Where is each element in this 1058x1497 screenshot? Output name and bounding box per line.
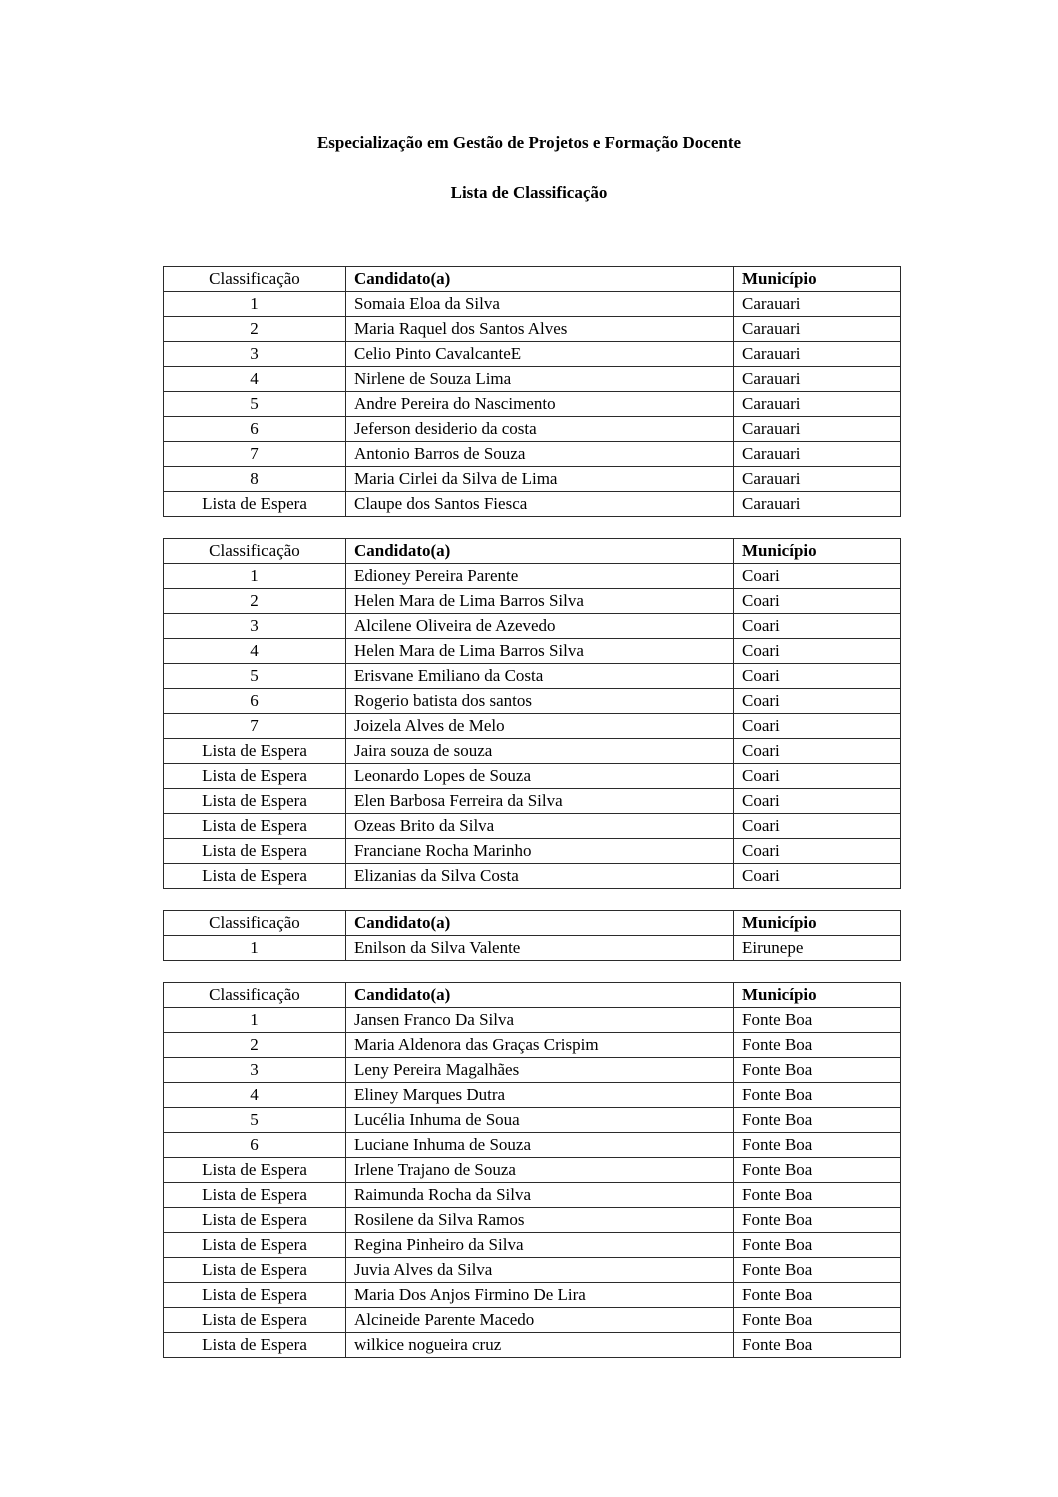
cell-municipio: Coari [734, 714, 901, 739]
cell-municipio: Carauari [734, 367, 901, 392]
cell-municipio: Fonte Boa [734, 1008, 901, 1033]
cell-candidato: Nirlene de Souza Lima [346, 367, 734, 392]
table-row [164, 1158, 901, 1183]
table-row [164, 1208, 901, 1233]
cell-candidato: Maria Dos Anjos Firmino De Lira [346, 1283, 734, 1308]
column-header-municipio: Município [734, 983, 901, 1008]
cell-candidato: Lucélia Inhuma de Soua [346, 1108, 734, 1133]
cell-municipio: Fonte Boa [734, 1183, 901, 1208]
cell-classificacao: 1 [164, 292, 346, 317]
document-subtitle: Lista de Classificação [450, 183, 608, 202]
cell-candidato: Elizanias da Silva Costa [346, 864, 734, 889]
cell-candidato: Maria Cirlei da Silva de Lima [346, 467, 734, 492]
cell-municipio: Fonte Boa [734, 1108, 901, 1133]
cell-candidato: Eliney Marques Dutra [346, 1083, 734, 1108]
table-row [164, 1233, 901, 1258]
table-row [164, 492, 901, 517]
table-row [164, 664, 901, 689]
cell-candidato: Elen Barbosa Ferreira da Silva [346, 789, 734, 814]
cell-municipio: Fonte Boa [734, 1033, 901, 1058]
cell-candidato: Juvia Alves da Silva [346, 1258, 734, 1283]
cell-classificacao: Lista de Espera [164, 492, 346, 517]
cell-classificacao: 2 [164, 1033, 346, 1058]
table-row [164, 589, 901, 614]
cell-classificacao: 3 [164, 614, 346, 639]
cell-classificacao: Lista de Espera [164, 789, 346, 814]
column-header-candidato: Candidato(a) [346, 911, 734, 936]
table-row [164, 614, 901, 639]
classification-table [163, 982, 901, 1358]
table-header-row [164, 911, 901, 936]
cell-municipio: Carauari [734, 492, 901, 517]
cell-municipio: Carauari [734, 392, 901, 417]
cell-candidato: Celio Pinto CavalcanteE [346, 342, 734, 367]
column-header-classificacao: Classificação [164, 267, 346, 292]
cell-municipio: Coari [734, 864, 901, 889]
cell-classificacao: 3 [164, 342, 346, 367]
cell-municipio: Coari [734, 589, 901, 614]
table-row [164, 814, 901, 839]
table-row [164, 1183, 901, 1208]
cell-municipio: Coari [734, 789, 901, 814]
table-row [164, 1058, 901, 1083]
table-row [164, 936, 901, 961]
table-row [164, 417, 901, 442]
cell-candidato: Rogerio batista dos santos [346, 689, 734, 714]
cell-classificacao: 2 [164, 317, 346, 342]
cell-candidato: Maria Raquel dos Santos Alves [346, 317, 734, 342]
cell-classificacao: Lista de Espera [164, 839, 346, 864]
cell-candidato: Enilson da Silva Valente [346, 936, 734, 961]
table-row [164, 739, 901, 764]
table-row [164, 1258, 901, 1283]
cell-classificacao: 6 [164, 417, 346, 442]
cell-candidato: Leonardo Lopes de Souza [346, 764, 734, 789]
cell-candidato: Rosilene da Silva Ramos [346, 1208, 734, 1233]
cell-municipio: Fonte Boa [734, 1333, 901, 1358]
table-row [164, 864, 901, 889]
cell-candidato: Edioney Pereira Parente [346, 564, 734, 589]
cell-municipio: Fonte Boa [734, 1058, 901, 1083]
table-row [164, 1033, 901, 1058]
cell-classificacao: 7 [164, 714, 346, 739]
cell-candidato: Joizela Alves de Melo [346, 714, 734, 739]
cell-classificacao: Lista de Espera [164, 814, 346, 839]
cell-municipio: Coari [734, 664, 901, 689]
cell-candidato: Jansen Franco Da Silva [346, 1008, 734, 1033]
cell-candidato: Alcineide Parente Macedo [346, 1308, 734, 1333]
table-row [164, 689, 901, 714]
cell-classificacao: Lista de Espera [164, 1333, 346, 1358]
cell-municipio: Coari [734, 814, 901, 839]
cell-candidato: Claupe dos Santos Fiesca [346, 492, 734, 517]
document-title: Especialização em Gestão de Projetos e Formação Docente [316, 133, 742, 152]
column-header-candidato: Candidato(a) [346, 539, 734, 564]
cell-municipio: Coari [734, 739, 901, 764]
cell-classificacao: 6 [164, 1133, 346, 1158]
cell-candidato: Helen Mara de Lima Barros Silva [346, 639, 734, 664]
table-row [164, 1133, 901, 1158]
cell-classificacao: 4 [164, 1083, 346, 1108]
cell-classificacao: 5 [164, 1108, 346, 1133]
cell-classificacao: Lista de Espera [164, 739, 346, 764]
cell-municipio: Coari [734, 614, 901, 639]
cell-municipio: Carauari [734, 417, 901, 442]
cell-municipio: Fonte Boa [734, 1258, 901, 1283]
cell-municipio: Carauari [734, 292, 901, 317]
cell-candidato: wilkice nogueira cruz [346, 1333, 734, 1358]
cell-classificacao: Lista de Espera [164, 1258, 346, 1283]
column-header-classificacao: Classificação [164, 539, 346, 564]
table-header-row [164, 267, 901, 292]
cell-municipio: Carauari [734, 442, 901, 467]
cell-candidato: Erisvane Emiliano da Costa [346, 664, 734, 689]
cell-municipio: Fonte Boa [734, 1208, 901, 1233]
cell-candidato: Antonio Barros de Souza [346, 442, 734, 467]
cell-classificacao: Lista de Espera [164, 1158, 346, 1183]
cell-classificacao: Lista de Espera [164, 1183, 346, 1208]
table-row [164, 1308, 901, 1333]
table-row [164, 789, 901, 814]
cell-candidato: Ozeas Brito da Silva [346, 814, 734, 839]
table-row [164, 367, 901, 392]
classification-table [163, 910, 901, 961]
cell-candidato: Maria Aldenora das Graças Crispim [346, 1033, 734, 1058]
cell-classificacao: 7 [164, 442, 346, 467]
table-row [164, 1333, 901, 1358]
classification-tables-container [163, 266, 900, 1358]
cell-classificacao: 5 [164, 664, 346, 689]
table-row [164, 764, 901, 789]
cell-municipio: Coari [734, 839, 901, 864]
cell-municipio: Fonte Boa [734, 1233, 901, 1258]
cell-candidato: Irlene Trajano de Souza [346, 1158, 734, 1183]
cell-classificacao: 4 [164, 639, 346, 664]
table-row [164, 1108, 901, 1133]
cell-classificacao: 1 [164, 564, 346, 589]
cell-classificacao: 8 [164, 467, 346, 492]
column-header-candidato: Candidato(a) [346, 983, 734, 1008]
cell-candidato: Leny Pereira Magalhães [346, 1058, 734, 1083]
cell-municipio: Fonte Boa [734, 1083, 901, 1108]
cell-municipio: Fonte Boa [734, 1308, 901, 1333]
cell-classificacao: Lista de Espera [164, 864, 346, 889]
cell-municipio: Coari [734, 689, 901, 714]
cell-classificacao: Lista de Espera [164, 1233, 346, 1258]
cell-municipio: Fonte Boa [734, 1133, 901, 1158]
table-row [164, 1008, 901, 1033]
column-header-municipio: Município [734, 267, 901, 292]
cell-candidato: Alcilene Oliveira de Azevedo [346, 614, 734, 639]
cell-candidato: Jeferson desiderio da costa [346, 417, 734, 442]
cell-candidato: Raimunda Rocha da Silva [346, 1183, 734, 1208]
cell-candidato: Franciane Rocha Marinho [346, 839, 734, 864]
cell-municipio: Coari [734, 639, 901, 664]
table-row [164, 392, 901, 417]
table-row [164, 292, 901, 317]
cell-candidato: Andre Pereira do Nascimento [346, 392, 734, 417]
table-row [164, 342, 901, 367]
cell-classificacao: Lista de Espera [164, 1208, 346, 1233]
cell-classificacao: Lista de Espera [164, 764, 346, 789]
cell-classificacao: Lista de Espera [164, 1308, 346, 1333]
cell-candidato: Helen Mara de Lima Barros Silva [346, 589, 734, 614]
cell-municipio: Fonte Boa [734, 1158, 901, 1183]
column-header-classificacao: Classificação [164, 983, 346, 1008]
cell-municipio: Carauari [734, 467, 901, 492]
table-row [164, 639, 901, 664]
column-header-municipio: Município [734, 911, 901, 936]
cell-candidato: Somaia Eloa da Silva [346, 292, 734, 317]
classification-table [163, 266, 901, 517]
cell-classificacao: 6 [164, 689, 346, 714]
cell-municipio: Carauari [734, 342, 901, 367]
table-row [164, 839, 901, 864]
classification-table [163, 538, 901, 889]
table-row [164, 714, 901, 739]
cell-classificacao: Lista de Espera [164, 1283, 346, 1308]
table-row [164, 442, 901, 467]
cell-candidato: Luciane Inhuma de Souza [346, 1133, 734, 1158]
cell-classificacao: 5 [164, 392, 346, 417]
cell-classificacao: 1 [164, 1008, 346, 1033]
table-row [164, 467, 901, 492]
table-row [164, 1283, 901, 1308]
cell-classificacao: 4 [164, 367, 346, 392]
cell-municipio: Eirunepe [734, 936, 901, 961]
table-row [164, 564, 901, 589]
table-header-row [164, 983, 901, 1008]
table-row [164, 317, 901, 342]
cell-classificacao: 2 [164, 589, 346, 614]
cell-municipio: Coari [734, 564, 901, 589]
table-header-row [164, 539, 901, 564]
table-row [164, 1083, 901, 1108]
column-header-classificacao: Classificação [164, 911, 346, 936]
column-header-candidato: Candidato(a) [346, 267, 734, 292]
cell-classificacao: 3 [164, 1058, 346, 1083]
column-header-municipio: Município [734, 539, 901, 564]
cell-municipio: Carauari [734, 317, 901, 342]
cell-classificacao: 1 [164, 936, 346, 961]
cell-municipio: Coari [734, 764, 901, 789]
cell-municipio: Fonte Boa [734, 1283, 901, 1308]
cell-candidato: Jaira souza de souza [346, 739, 734, 764]
cell-candidato: Regina Pinheiro da Silva [346, 1233, 734, 1258]
